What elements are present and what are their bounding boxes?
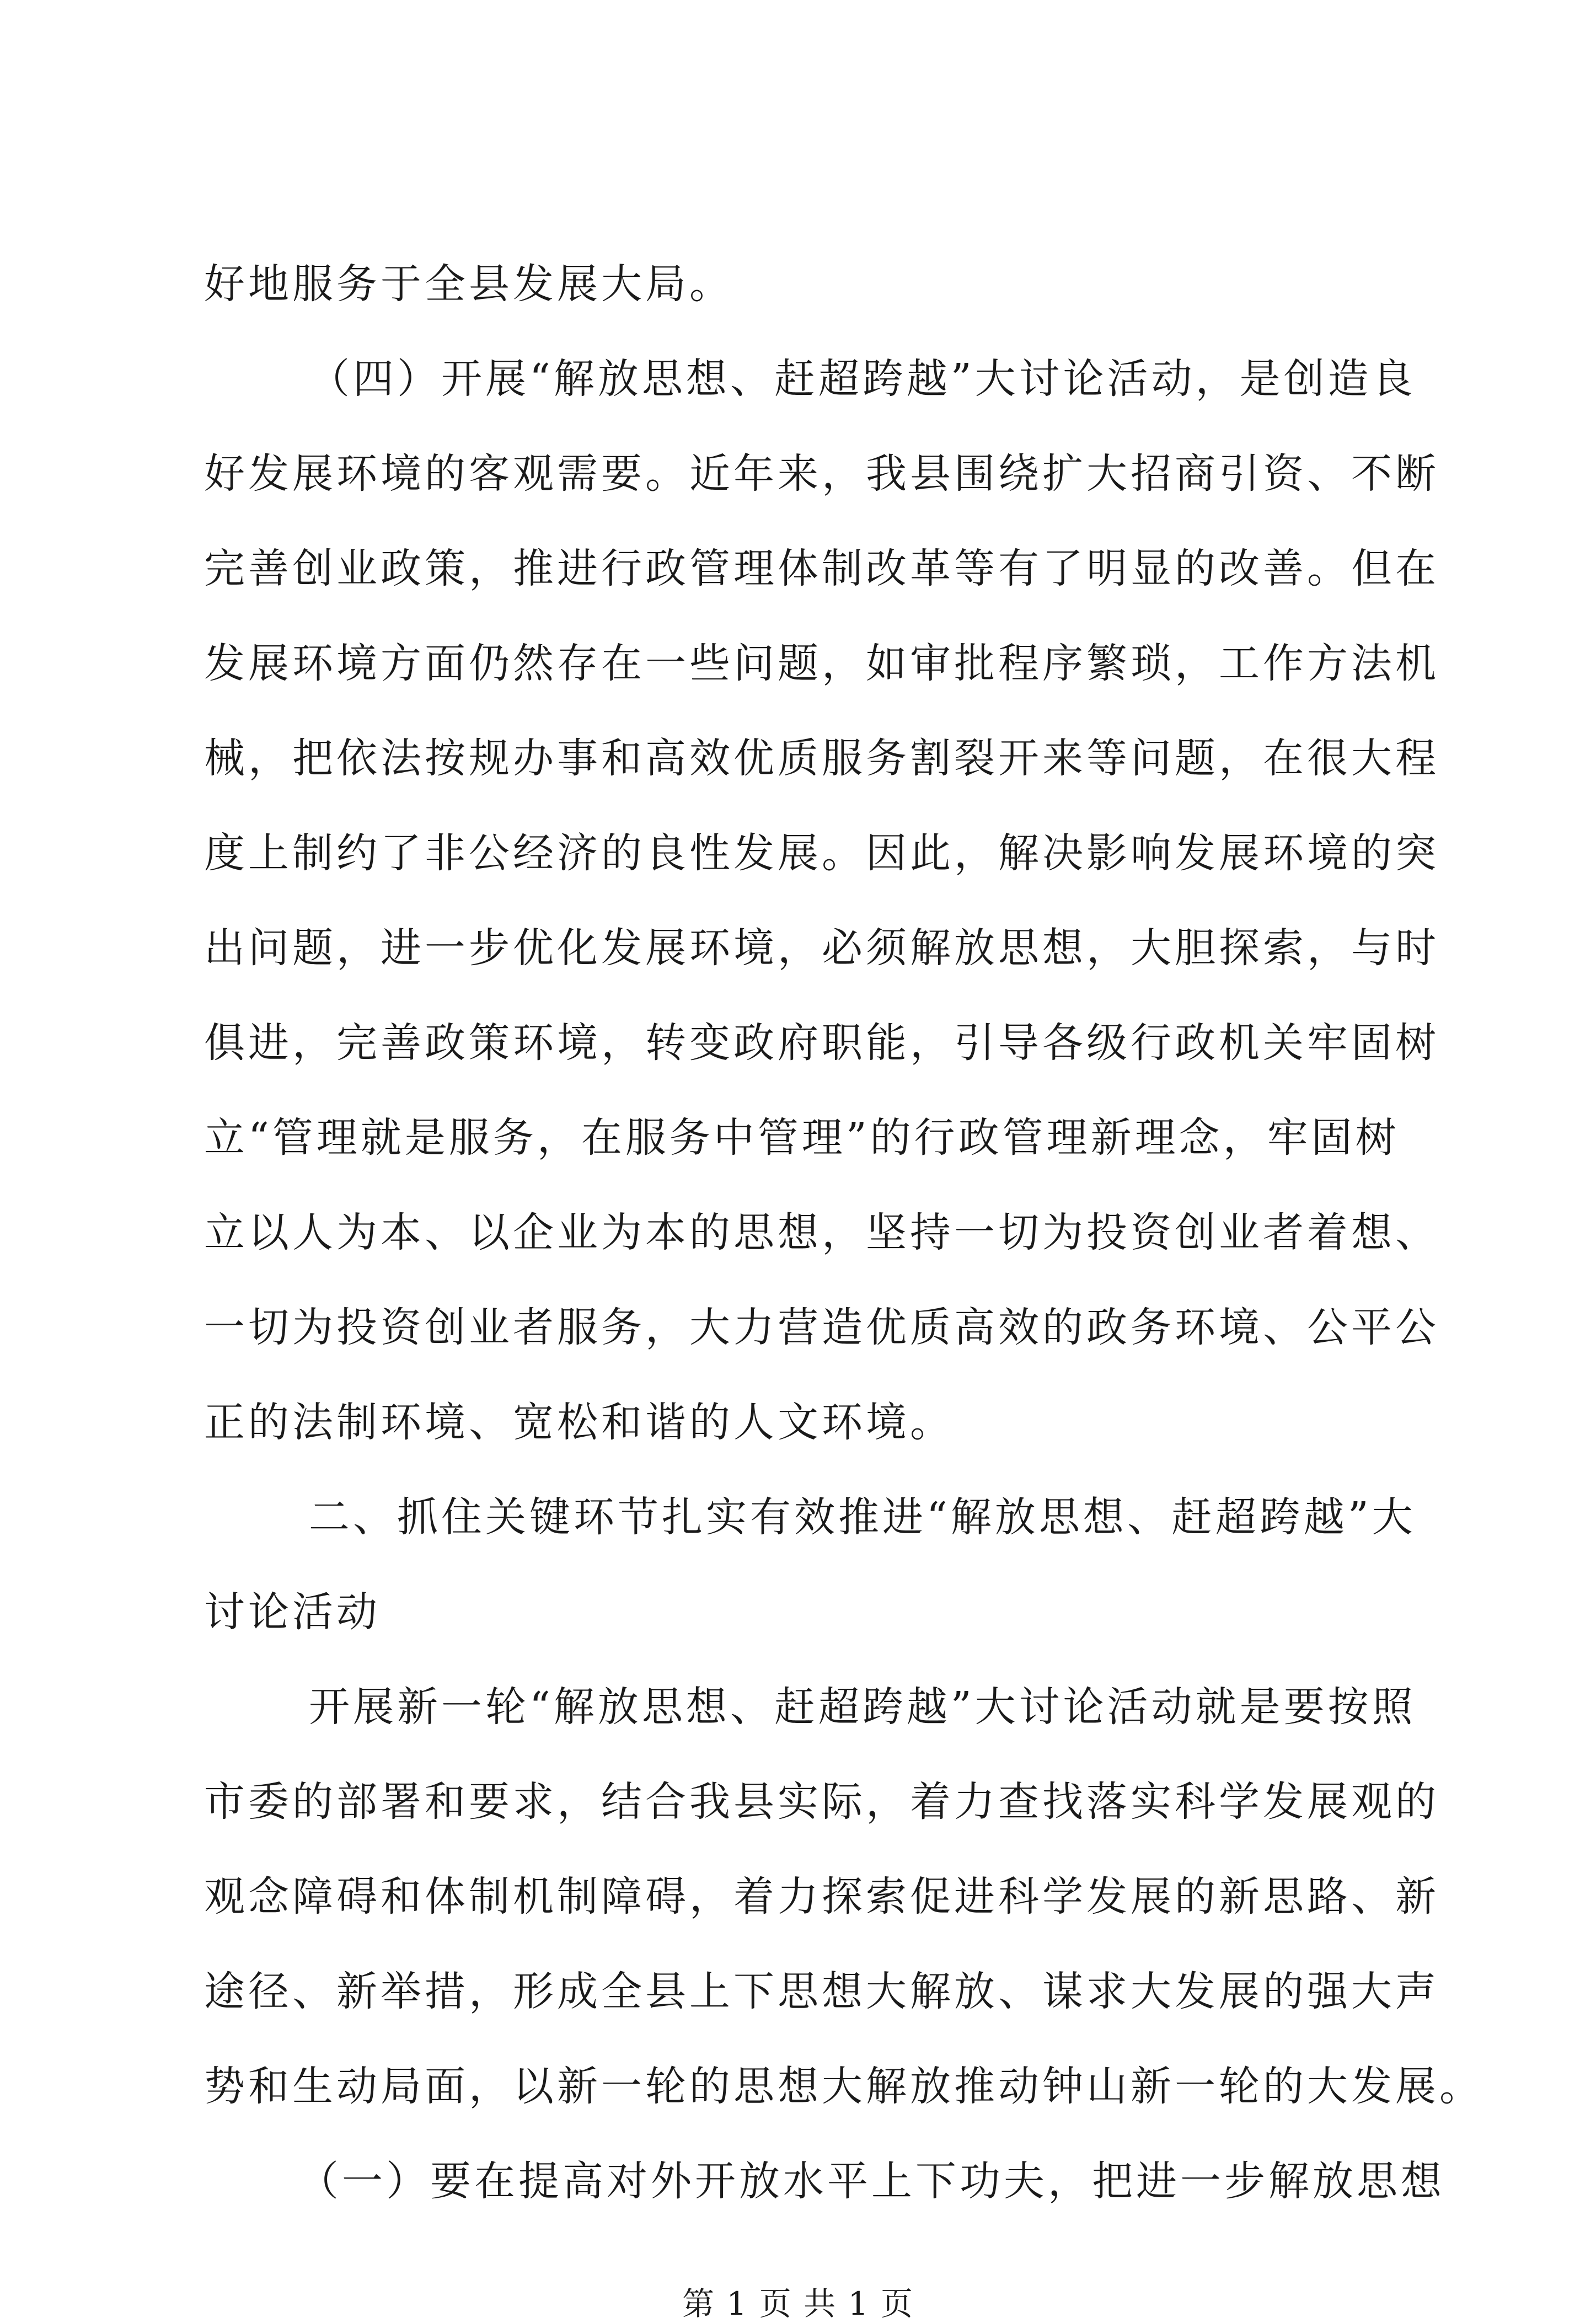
text-line-7: 度上制约了非公经济的良性发展。因此，解决影响发展环境的突 xyxy=(204,829,1439,877)
text-line-11: 立以人为本、以企业为本的思想，坚持一切为投资创业者着想、 xyxy=(204,1209,1439,1256)
text-line-5: 发展环境方面仍然存在一些问题，如审批程序繁琐，工作方法机 xyxy=(204,640,1439,687)
text-line-4: 完善创业政策，推进行政管理体制改革等有了明显的改善。但在 xyxy=(204,545,1439,592)
text-line-20: 势和生动局面，以新一轮的思想大解放推动钟山新一轮的大发展。 xyxy=(204,2063,1483,2110)
text-line-18: 观念障碍和体制机制障碍，着力探索促进科学发展的新思路、新 xyxy=(204,1873,1439,1920)
section-heading-line-2: 讨论活动 xyxy=(204,1588,381,1636)
text-line-17: 市委的部署和要求，结合我县实际，着力查找落实科学发展观的 xyxy=(204,1778,1439,1826)
page-footer: 第 1 页 共 1 页 xyxy=(682,2285,914,2322)
text-line-21: （一）要在提高对外开放水平上下功夫，把进一步解放思想 xyxy=(298,2158,1445,2205)
text-line-9: 俱进，完善政策环境，转变政府职能，引导各级行政机关牢固树 xyxy=(204,1019,1439,1067)
text-line-16: 开展新一轮“解放思想、赶超跨越”大讨论活动就是要按照 xyxy=(309,1683,1416,1731)
text-line-8: 出问题，进一步优化发展环境，必须解放思想，大胆探索，与时 xyxy=(204,924,1439,972)
text-line-3: 好发展环境的客观需要。近年来，我县围绕扩大招商引资、不断 xyxy=(204,450,1439,497)
text-line-10: 立“管理就是服务，在服务中管理”的行政管理新理念，牢固树 xyxy=(204,1114,1400,1162)
text-line-13: 正的法制环境、宽松和谐的人文环境。 xyxy=(204,1399,954,1446)
text-line-2: （四）开展“解放思想、赶超跨越”大讨论活动，是创造良 xyxy=(309,355,1416,403)
text-line-6: 械，把依法按规办事和高效优质服务割裂开来等问题，在很大程 xyxy=(204,735,1439,782)
text-line-1: 好地服务于全县发展大局。 xyxy=(204,260,733,308)
text-line-19: 途径、新举措，形成全县上下思想大解放、谋求大发展的强大声 xyxy=(204,1968,1439,2015)
section-heading-line-1: 二、抓住关键环节扎实有效推进“解放思想、赶超跨越”大 xyxy=(309,1494,1416,1541)
text-line-12: 一切为投资创业者服务，大力营造优质高效的政务环境、公平公 xyxy=(204,1304,1439,1351)
